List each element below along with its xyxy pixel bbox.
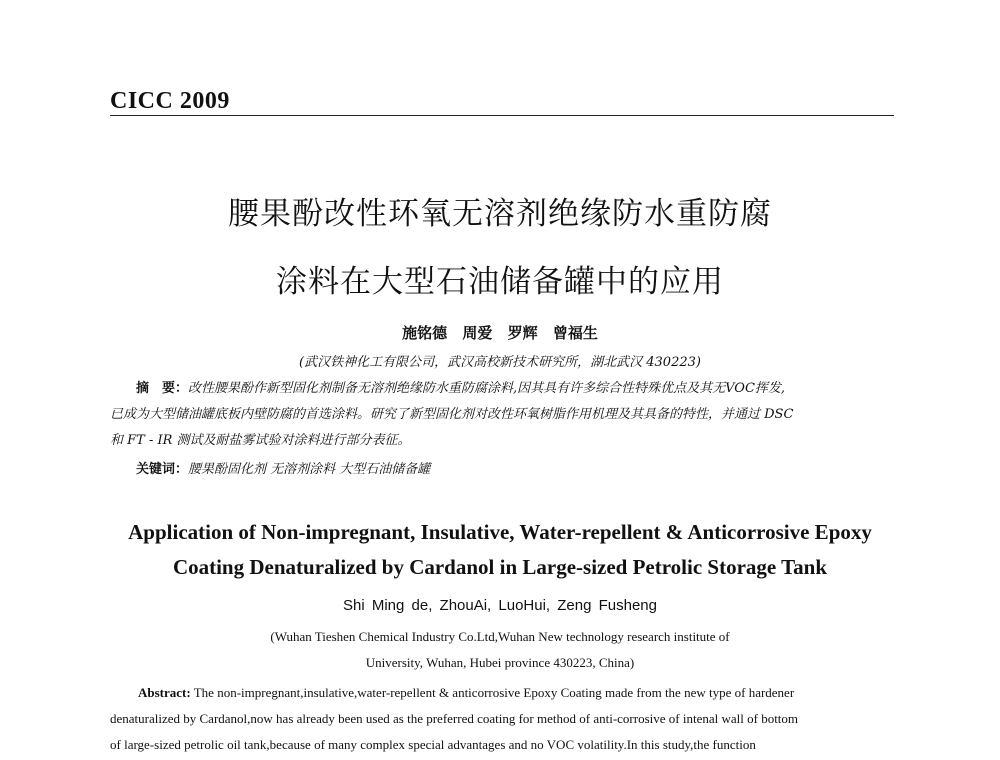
english-abstract-line-3: of large-sized petrolic oil tank,because of many complex special advantages and no VOC volatility.In this study,the function xyxy=(110,737,756,752)
english-abstract-line-1 xyxy=(110,680,894,706)
chinese-title-line-1: 腰果酚改性环氧无溶剂绝缘防水重防腐 xyxy=(228,196,772,232)
chinese-abstract-line-1 xyxy=(110,376,894,402)
header-rule xyxy=(110,115,894,116)
chinese-keywords-text: 腰果酚固化剂 无溶剂涂料 大型石油储备罐 xyxy=(188,462,431,477)
chinese-abstract-line-3: 和 FT - IR 测试及耐盐雾试验对涂料进行部分表征。 xyxy=(110,433,411,448)
english-authors: Shi Ming de, ZhouAi, LuoHui, Zeng Fusheng xyxy=(342,597,657,614)
english-affiliation-line-1: (Wuhan Tieshen Chemical Industry Co.Ltd,Wuhan New technology research institute of xyxy=(270,629,730,644)
english-affiliation-line-2: University, Wuhan, Hubei province 430223, China) xyxy=(365,655,635,670)
chinese-keywords-label: 关键词： xyxy=(136,462,189,477)
chinese-abstract-line-2: 已成为大型储油罐底板内壁防腐的首选涂料。研究了新型固化剂对改性环氧树脂作用机理及其具备的特性，并通过 DSC xyxy=(110,407,794,422)
english-abstract-line-2: denaturalized by Cardanol,now has already been used as the preferred coating for method of anti-corrosive of intenal wall of bottom xyxy=(110,711,799,726)
chinese-affiliation: (武汉铁神化工有限公司，武汉高校新技术研究所，湖北武汉 430223) xyxy=(299,355,701,370)
english-abstract xyxy=(110,680,894,758)
english-title-line-2: Coating Denaturalized by Cardanol in Large-sized Petrolic Storage Tank xyxy=(172,555,828,579)
chinese-title-line-2: 涂料在大型石油储备罐中的应用 xyxy=(276,264,724,300)
chinese-abstract xyxy=(110,376,894,454)
chinese-abstract-text-1: 改性腰果酚作新型固化剂制备无溶剂绝缘防水重防腐涂料,因其具有许多综合性特殊优点及其无VOC挥发, xyxy=(188,381,786,396)
english-abstract-text-1: The non-impregnant,insulative,water-repellent & anticorrosive Epoxy Coating made from the new type of hardener xyxy=(190,685,795,700)
chinese-keywords xyxy=(136,458,430,477)
english-abstract-label: Abstract: xyxy=(138,685,191,700)
conference-header: CICC 2009 xyxy=(110,88,230,114)
chinese-authors: 施铭德 周爱 罗辉 曾福生 xyxy=(402,324,598,342)
chinese-abstract-label: 摘 要： xyxy=(136,381,189,396)
english-title-line-1: Application of Non-impregnant, Insulative, Water-repellent & Anticorrosive Epoxy xyxy=(128,520,872,544)
